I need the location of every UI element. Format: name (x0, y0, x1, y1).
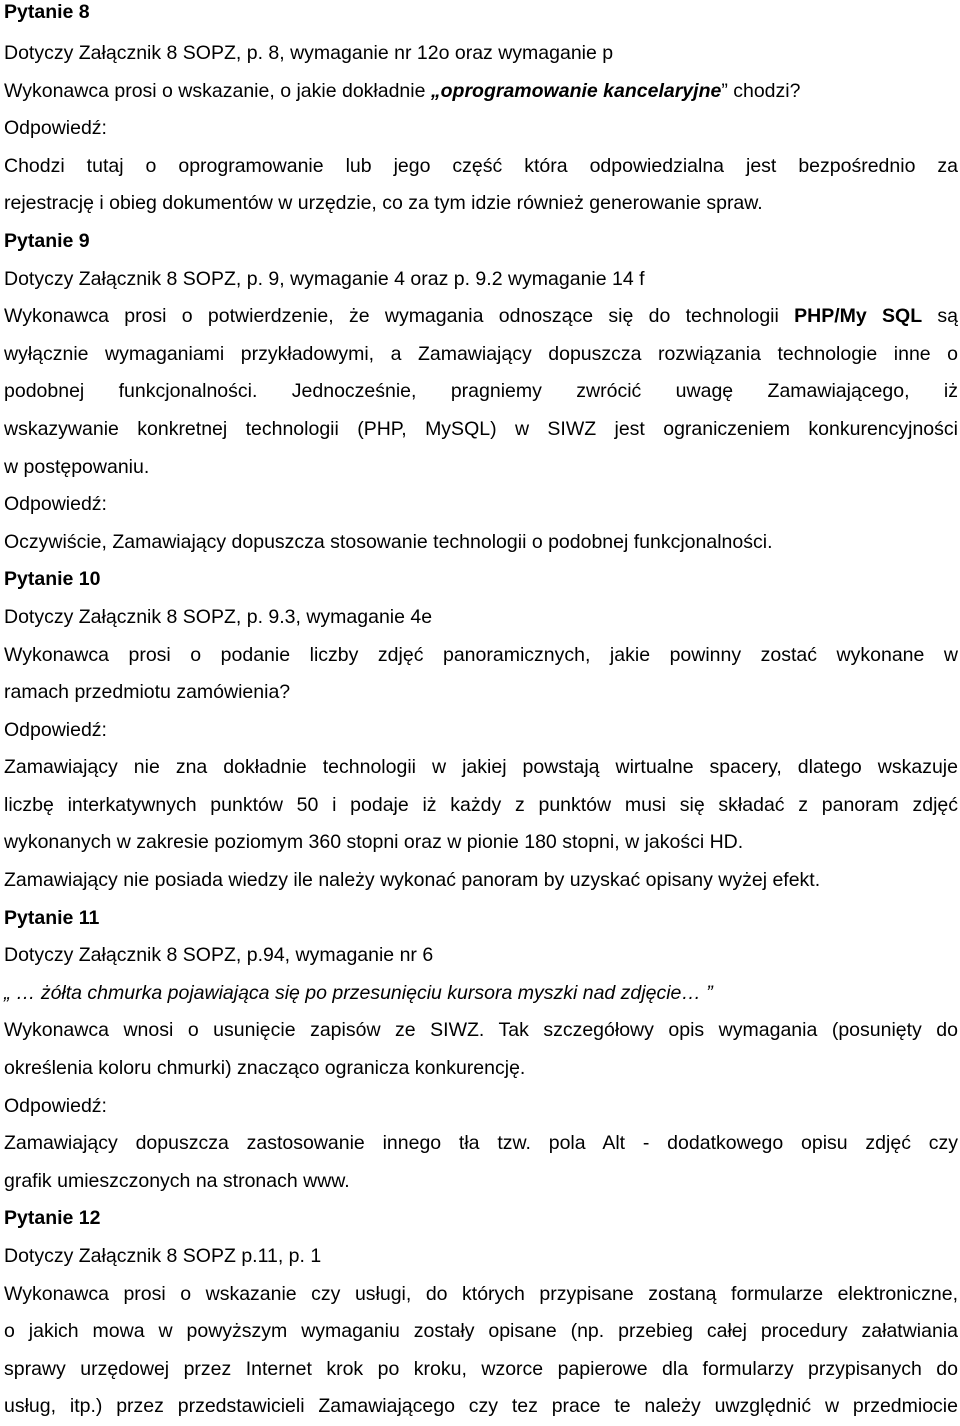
question-11-text-line: określenia koloru chmurki) znacząco ogranicza konkurencję. (4, 1057, 526, 1080)
question-9-text-line: wyłącznie wymaganiami przykładowymi, a Zamawiający dopuszcza rozwiązania technologie inne o (4, 342, 958, 365)
question-9-text-line: wskazywanie konkretnej technologii (PHP, MySQL) w SIWZ jest ograniczeniem konkurencyjności (4, 417, 958, 440)
question-10-text-line: Wykonawca prosi o podanie liczby zdjęć panoramicznych, jakie powinny zostać wykonane w (4, 643, 958, 666)
question-10-answer-line: wykonanych w zakresie poziomym 360 stopni oraz w pionie 180 stopni, w jakości HD. (4, 831, 744, 854)
question-12-text-line: Wykonawca prosi o wskazanie czy usługi, do których przypisane zostaną formularze elektroniczne, (4, 1282, 958, 1305)
question-8-text-part: Wykonawca prosi o wskazanie, o jakie dokładnie (4, 79, 431, 102)
question-11-answer-line: grafik umieszczonych na stronach www. (4, 1169, 350, 1192)
question-8-quote: „oprogramowanie kancelaryjne (430, 79, 722, 102)
question-8-heading: Pytanie 8 (4, 1, 90, 23)
question-12-text-line: o jakich mowa w powyższym wymaganiu zostały opisane (np. przebieg całej procedury załatwiania (4, 1320, 958, 1343)
question-12-reference: Dotyczy Załącznik 8 SOPZ p.11, p. 1 (4, 1245, 322, 1267)
question-9-text-line: podobnej funkcjonalności. Jednocześnie, pragniemy zwrócić uwagę Zamawiającego, iż (4, 380, 958, 403)
question-12-heading: Pytanie 12 (4, 1207, 101, 1230)
question-9-technology: PHP/My SQL (794, 305, 923, 328)
question-11-answer-label: Odpowiedź: (4, 1094, 107, 1117)
question-9-answer-label: Odpowiedź: (4, 493, 107, 516)
question-10-answer-line: Zamawiający nie zna dokładnie technologii w jakiej powstają wirtualne spacery, dlatego wskazuje (4, 756, 958, 779)
question-10-reference: Dotyczy Załącznik 8 SOPZ, p. 9.3, wymaganie 4e (4, 605, 433, 628)
question-11-answer-line: Zamawiający dopuszcza zastosowanie innego tła tzw. pola Alt - dodatkowego opisu zdjęć czy (4, 1132, 958, 1155)
question-12-text-line: usług, itp.) przez przedstawicieli Zamawiającego czy tez prace te należy uwzględnić w przedmiocie (4, 1395, 958, 1418)
question-12-text-line: sprawy urzędowej przez Internet krok po kroku, wzorce papierowe dla formularzy przypisanych do (4, 1357, 958, 1380)
question-8-answer-label: Odpowiedź: (4, 117, 107, 140)
question-10-heading: Pytanie 10 (4, 568, 101, 591)
question-11-text-line: Wykonawca wnosi o usunięcie zapisów ze SIWZ. Tak szczegółowy opis wymagania (posunięty do (4, 1019, 958, 1042)
question-11-quote: „ … żółta chmurka pojawiająca się po przesunięciu kursora myszki nad zdjęcie… ” (4, 981, 713, 1004)
question-11-heading: Pytanie 11 (4, 906, 100, 929)
document-page (4, 0, 958, 1426)
question-10-answer-line: liczbę interkatywnych punktów 50 i podaje iż każdy z punktów musi się składać z panoram zdjęć (4, 793, 958, 816)
question-9-text-end: są (922, 305, 958, 328)
question-10-answer-line: Zamawiający nie posiada wiedzy ile należy wykonać panoram by uzyskać opisany wyżej efekt. (4, 869, 821, 892)
question-10-text-line: ramach przedmiotu zamówienia? (4, 681, 291, 704)
question-11-reference: Dotyczy Załącznik 8 SOPZ, p.94, wymaganie nr 6 (4, 944, 434, 967)
question-9-text-line (4, 298, 958, 336)
question-8-answer-line: Chodzi tutaj o oprogramowanie lub jego część która odpowiedzialna jest bezpośrednio za (4, 154, 958, 177)
question-8-text-end: ” chodzi? (721, 79, 801, 102)
question-9-text-part: Wykonawca prosi o potwierdzenie, że wymagania odnoszące się do technologii (4, 305, 795, 328)
question-8-answer-line: rejestrację i obieg dokumentów w urzędzie, co za tym idzie również generowanie spraw. (4, 192, 763, 215)
question-8-text (4, 73, 958, 111)
question-9-text-line: w postępowaniu. (4, 455, 150, 478)
question-8-reference: Dotyczy Załącznik 8 SOPZ, p. 8, wymaganie nr 12o oraz wymaganie p (4, 42, 614, 64)
question-10-answer-label: Odpowiedź: (4, 718, 107, 741)
question-9-reference: Dotyczy Załącznik 8 SOPZ, p. 9, wymaganie 4 oraz p. 9.2 wymaganie 14 f (4, 267, 645, 290)
question-9-answer-line: Oczywiście, Zamawiający dopuszcza stosowanie technologii o podobnej funkcjonalności. (4, 530, 773, 553)
question-9-heading: Pytanie 9 (4, 229, 90, 252)
